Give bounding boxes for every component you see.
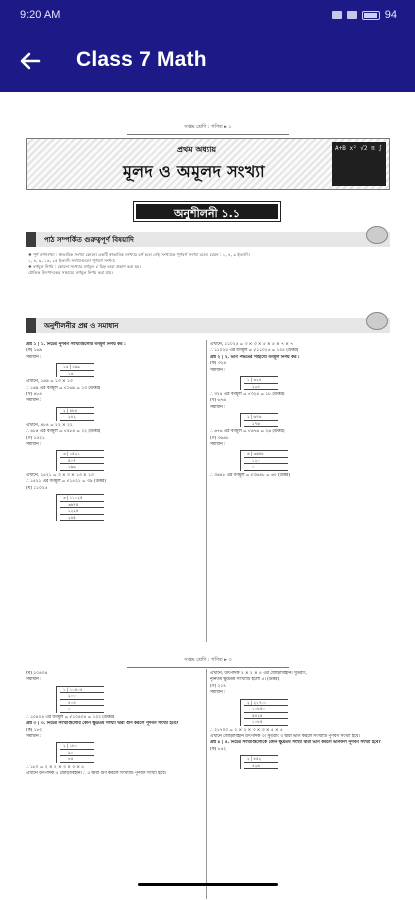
section-title: পাঠ সম্পর্কিত গুরুত্বপূর্ণ বিষয়াদি (44, 236, 134, 244)
text-line: এখানে, ১১০২৫ = ৩ × ৩ × ৫ × ৫ × ৭ × ৭ (210, 342, 294, 347)
back-button[interactable] (14, 45, 46, 77)
division-work: ২ | ৬৭৬ ২৭৬ (240, 413, 278, 427)
chapter-illustration: A+B x² √2 π ∫ (332, 142, 386, 186)
text-line: ∴ ৪৮৪ এর বর্গমূল = √৪৮৪ = ২২ (উত্তর) (26, 429, 101, 435)
text-line: (ক) ৩২৪ (210, 361, 227, 367)
text-line: ∴ ১৬৯ এর বর্গমূল = √১৬৯ = ১৩ (উত্তর) (26, 385, 101, 391)
text-line: এখানে, ১৫২১ = ৩ × ৩ × ১৩ × ১৩ (26, 472, 94, 478)
text-line: ∴ ১৮০ = ২ × ২ × ৩ × ৩ × ৫ (26, 764, 85, 770)
division-work: ৩ | ১৫২১ ৫০৭ ১৬৯ (56, 450, 104, 471)
text-line: ন্যূনতম ক্ষুদ্রতম সংখ্যাটি হলো ৫। (উত্তর) (210, 677, 280, 683)
text-line: ❖ পূর্ণ বর্গসংখ্যা : স্বাভাবিক সংখ্যা কোনো একটি স্বাভাবিক সংখ্যার বর্গ হলে সেই সংখ্যাকে পূর্ণবর্গ সংখ্যা বলে। যেমন : ১, ৪, ৯ ইত্যাদি। (28, 252, 251, 257)
section-decoration-icon (366, 312, 388, 330)
section-decoration-icon (366, 226, 388, 244)
text-line: (খ) ৪৮৪ (26, 392, 42, 398)
text-line: (ক) ১৮০ (26, 727, 43, 733)
text-line: (ঘ) ১০৪০৪ (26, 671, 48, 676)
question-line: প্রশ্ন ৩ | ৩. নিচের সংখ্যাগুলোর কোন ক্ষুদ্রতম সংখ্যা দ্বারা গুণ করলে পূর্ণবর্গ সংখ্যা হবে? (26, 721, 179, 727)
text-line: এখানে উৎপাদক ৫ জোড়াবিহীন। ∴ ৫ দ্বারা গুণ করলে সংখ্যাটি পূর্ণবর্গ সংখ্যা হবে। (26, 771, 167, 777)
column-divider (206, 340, 207, 642)
signal-icon (347, 11, 357, 19)
text-line: সমাধান : (210, 442, 226, 448)
pdf-viewer[interactable] (0, 92, 415, 900)
text-line: (ক) ৮৫২ (210, 746, 227, 752)
wifi-icon (332, 11, 342, 19)
pdf-page-2 (22, 657, 394, 900)
right-column (210, 342, 390, 642)
text-line: এখানে, উৎপাদক ২ × ২ × ৫ এর জোড়াবিহীন। সুতরাং, (210, 671, 307, 676)
question-line: প্রশ্ন ২ | ২. ভাগ পদ্ধতির সাহায্যে বর্গমূল নির্ণয় কর : (210, 354, 300, 360)
pdf-page-1 (22, 124, 394, 644)
text-line: (গ) ৩৬৪৮ (210, 435, 229, 441)
division-work: ১ | ৩২৪ ২২৪ (240, 376, 278, 390)
text-line: সমাধান : (26, 677, 42, 683)
question-line: প্রশ্ন ৪ | ৪. নিচের সংখ্যাগুলোকে কোন ক্ষুদ্রতম সংখ্যা দ্বারা ভাগ করলে ভাগফল পূর্ণবর্গ সংখ্যা হবে? (210, 740, 381, 746)
chapter-title: মূলদ ও অমূলদ সংখ্যা (123, 162, 265, 181)
text-line: এখানে, ১৬৯ = ১৩ × ১৩ (26, 379, 73, 385)
text-line: (খ) ৬৭৬ (210, 398, 226, 404)
text-line: ∴ ৩৬৪৮ এর বর্গমূল = √৩৬৪৮ = ৬০ (উত্তর) (210, 472, 291, 478)
text-line: সমাধান : (210, 367, 226, 373)
division-work: ৬ | ৩৬৪৮ ১২০ ০ (240, 450, 288, 471)
right-column (210, 671, 390, 900)
text-line: সমাধান : (210, 690, 226, 696)
text-line: সমাধান : (26, 354, 42, 360)
section-title: অনুশীলনীর প্রশ্ন ও সমাধান (44, 322, 119, 330)
text-line: ∴ ২১৭০০ = ২ × ২ × ৩ × ৩ × ৫ × ৫ (210, 727, 283, 733)
division-work: ২ | ৮৫২ ৪২৬ (240, 755, 278, 769)
text-line: (গ) ১৫২১ (26, 435, 45, 441)
chapter-pre-title: প্রথম অধ্যায় (177, 145, 217, 154)
text-line: এখানে জোড়াবিহীন উৎপাদক ৩। সুতরাং ৩ দ্বারা ভাগ করলে সংখ্যাটি পূর্ণবর্গ সংখ্যা হবে। (210, 734, 360, 740)
text-line: (ক) ১৬৯ (26, 348, 43, 354)
column-divider (206, 669, 207, 899)
text-line: ১, ৪, ৯, ১৬, ২৫ ইত্যাদি সংখ্যাগুলো পূর্ণবর্গ সংখ্যা। (28, 258, 116, 263)
division-work: ১ | ১০৪০৪ ২০০ ৪০৪ ০ (56, 686, 104, 713)
section-header-solutions (26, 318, 390, 333)
division-work: ২ | ১৮০ ৯০ ৪৫ (56, 742, 94, 763)
status-time: 9:20 AM (20, 9, 61, 21)
text-line: ❖ বর্গমূল নির্ণয় : কোনো সংখ্যার বর্গমূল √ চিহ্ন দ্বারা প্রকাশ করা হয়। (28, 264, 141, 269)
text-line: ∴ ১০৪০৪ এর বর্গমূল = √১০৪০৪ = ১০২ (উত্তর) (26, 714, 115, 720)
status-bar (0, 0, 415, 30)
status-icons (332, 9, 397, 21)
division-work: ১৩ | ১৬৯ ১৩ (56, 363, 94, 377)
intro-paragraph (28, 252, 388, 276)
battery-icon (362, 11, 380, 20)
text-line: সমাধান : (26, 442, 42, 448)
app-bar (0, 30, 415, 92)
exercise-title: অনুশীলনী ১.১ (134, 202, 280, 221)
text-line: ∴ ৩২৪ এর বর্গমূল = √৩২৪ = ১৮ (উত্তর) (210, 392, 285, 398)
battery-level: 94 (384, 9, 397, 21)
text-line: ∴ ১১০২৫ এর বর্গমূল = √১১০২৫ = ১০৫ (উত্তর) (210, 348, 299, 354)
division-work: ২ | ৪৮৪ ২৪২ (56, 407, 94, 421)
left-column (26, 671, 206, 900)
division-work: ৩ | ১১০২৫ ৩৬৭৫ ১২২৫ ২৪৫ (56, 494, 104, 521)
app-title: Class 7 Math (76, 48, 207, 71)
running-head: সপ্তম শ্রেণি : গণিত ▸ ৩ (127, 657, 289, 668)
left-column (26, 342, 206, 642)
running-head: সপ্তম শ্রেণি : গণিত ▸ ১ (127, 124, 289, 135)
arrow-left-icon (14, 45, 46, 77)
section-header-key-points (26, 232, 390, 247)
home-indicator[interactable] (138, 883, 278, 886)
text-line: সমাধান : (26, 398, 42, 404)
text-line: সমাধান : (210, 404, 226, 410)
text-line: (গ) ২১৭ (210, 683, 226, 689)
text-line: মৌলিক উৎপাদকের সাহায্যে বর্গমূল নির্ণয় করা যায়। (28, 270, 114, 275)
text-line: ∴ ১৫২১ এর বর্গমূল = √১৫২১ = ৩৯ (উত্তর) (26, 479, 107, 485)
text-line: ∴ ৬৭৬ এর বর্গমূল = √৬৭৬ = ২৬ (উত্তর) (210, 429, 285, 435)
chapter-banner (26, 138, 390, 190)
text-line: সমাধান : (26, 734, 42, 740)
text-line: এখানে, ৪৮৪ = ২২ × ২২ (26, 422, 73, 428)
division-work: ২ | ২১৭০০ ১০৮৫০ ৫৪২৫ ১০৮৫ (240, 699, 288, 726)
text-line: (ঘ) ১১০২৫ (26, 485, 48, 491)
question-line: প্রশ্ন ১ | ১. নিচের পূর্ণবর্গ সংখ্যাগুলোর বর্গমূল নির্ণয় কর : (26, 342, 126, 347)
